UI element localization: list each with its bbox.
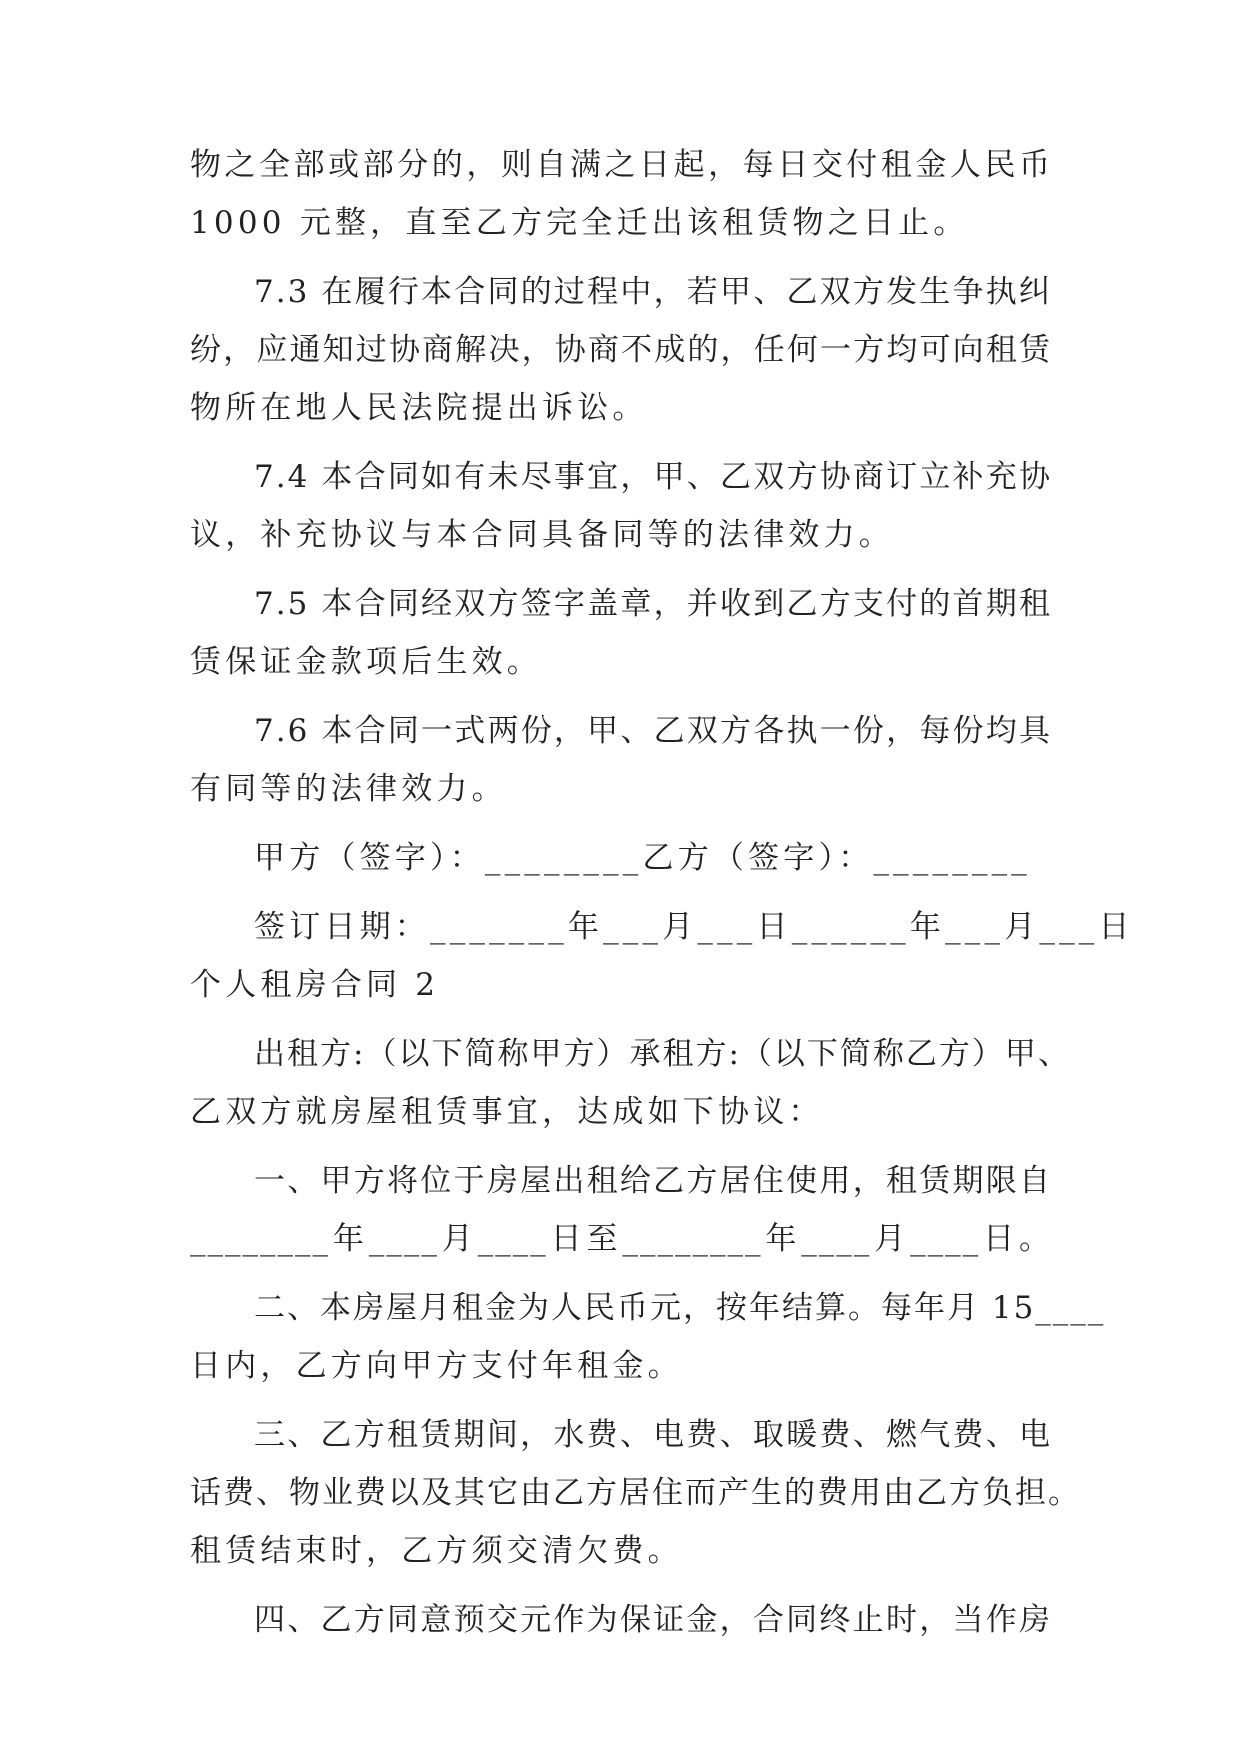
text-line: 话费、物业费以及其它由乙方居住而产生的费用由乙方负担。 — [190, 1475, 1081, 1511]
text-line: 一、甲方将位于房屋出租给乙方居住使用，租赁期限自 — [254, 1163, 1052, 1199]
text-line: 二、本房屋月租金为人民币元，按年结算。每年月 15____ — [254, 1290, 1106, 1326]
text-line: 四、乙方同意预交元作为保证金，合同终止时，当作房 — [254, 1602, 1052, 1638]
text-line: 租赁结束时，乙方须交清欠费。 — [190, 1533, 683, 1569]
text-line: 纷，应通知过协商解决，协商不成的，任何一方均可向租赁 — [190, 332, 1052, 368]
text-line: 三、乙方租赁期间，水费、电费、取暖费、燃气费、电 — [254, 1417, 1052, 1453]
text-line: ________年____月____日至________年____月____日。 — [190, 1221, 1052, 1257]
text-line: 议，补充协议与本合同具备同等的法律效力。 — [190, 517, 894, 553]
text-line: 日内，乙方向甲方支付年租金。 — [190, 1348, 683, 1384]
section-heading: 个人租房合同 2 — [190, 967, 440, 1003]
text-line: 乙双方就房屋租赁事宜，达成如下协议： — [190, 1094, 824, 1130]
text-line: 有同等的法律效力。 — [190, 771, 507, 807]
signature-line: 甲方（签字）：________乙方（签字）：________ — [254, 840, 1031, 876]
text-line: 物之全部或部分的，则自满之日起，每日交付租金人民币 — [190, 147, 1052, 183]
text-line: 出租方:（以下简称甲方）承租方:（以下简称乙方）甲、 — [254, 1036, 1071, 1072]
text-line: 7.5 本合同经双方签字盖章，并收到乙方支付的首期租 — [254, 586, 1052, 622]
text-line: 7.3 在履行本合同的过程中，若甲、乙双方发生争执纠 — [254, 274, 1052, 310]
text-line: 7.4 本合同如有未尽事宜，甲、乙双方协商订立补充协 — [254, 459, 1052, 495]
text-line: 1000 元整，直至乙方完全迁出该租赁物之日止。 — [190, 205, 969, 241]
text-line: 赁保证金款项后生效。 — [190, 644, 542, 680]
text-line: 7.6 本合同一式两份，甲、乙双方各执一份，每份均具 — [254, 713, 1052, 749]
signing-date-line: 签订日期：_______年___月___日______年___月___日 — [254, 909, 1134, 945]
text-line: 物所在地人民法院提出诉讼。 — [190, 390, 648, 426]
